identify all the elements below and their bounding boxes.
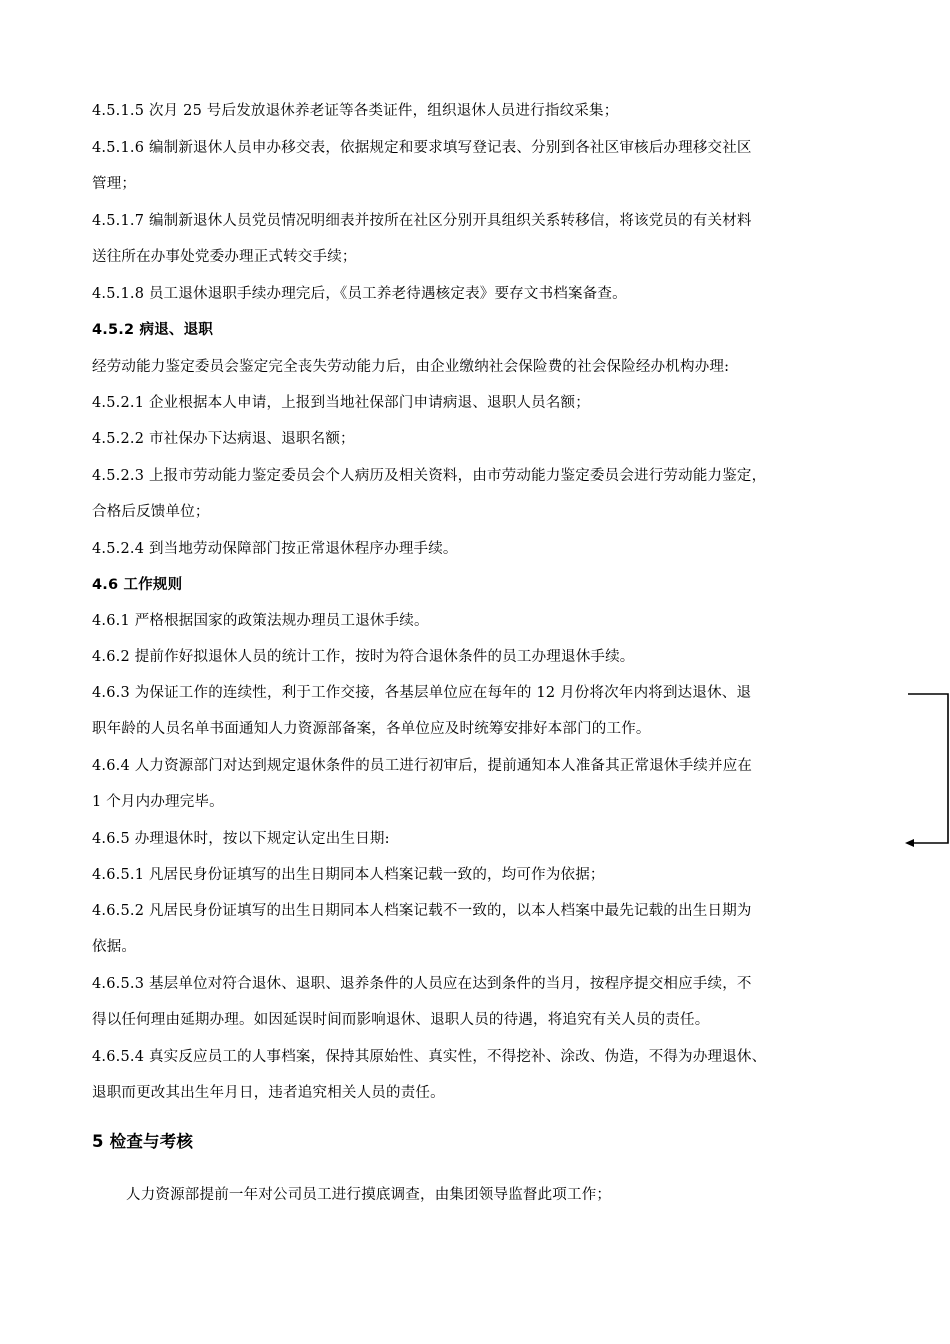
paragraph-4-5-2-3-cont: 合格后反馈单位； — [92, 504, 210, 520]
paragraph-4-6-5-1: 4.6.5.1 凡居民身份证填写的出生日期同本人档案记载一致的，均可作为依据； — [92, 867, 605, 883]
paragraph-4-5-2-2: 4.5.2.2 市社保办下达病退、退职名额； — [92, 431, 355, 447]
paragraph-4-6-4-cont: 1 个月内办理完毕。 — [92, 794, 224, 810]
section-heading-4-5-2: 4.5.2 病退、退职 — [92, 322, 214, 338]
section-heading-4-6: 4.6 工作规则 — [92, 577, 183, 593]
paragraph-4-5-2-intro: 经劳动能力鉴定委员会鉴定完全丧失劳动能力后，由企业缴纳社会保险费的社会保险经办机构办理: — [92, 359, 730, 375]
chapter-heading-5: 5 检查与考核 — [92, 1132, 194, 1151]
arrow-left-icon — [905, 839, 914, 847]
paragraph-4-6-5: 4.6.5 办理退休时，按以下规定认定出生日期: — [92, 831, 390, 847]
paragraph-4-6-5-2: 4.6.5.2 凡居民身份证填写的出生日期同本人档案记载不一致的，以本人档案中最先记载的出生日期为 — [92, 903, 752, 919]
bracket-arrow-annotation — [900, 690, 950, 850]
paragraph-4-5-1-6-cont: 管理； — [92, 176, 137, 192]
paragraph-4-6-5-3: 4.6.5.3 基层单位对符合退休、退职、退养条件的人员应在达到条件的当月，按程序提交相应手续，不 — [92, 976, 752, 992]
bracket-line — [908, 694, 948, 843]
paragraph-4-6-3: 4.6.3 为保证工作的连续性，利于工作交接，各基层单位应在每年的 12 月份将次年内将到达退休、退 — [92, 685, 752, 701]
paragraph-4-5-1-7: 4.5.1.7 编制新退休人员党员情况明细表并按所在社区分别开具组织关系转移信，将该党员的有关材料 — [92, 213, 752, 229]
paragraph-4-5-2-1: 4.5.2.1 企业根据本人申请，上报到当地社保部门申请病退、退职人员名额； — [92, 395, 590, 411]
paragraph-4-6-5-4: 4.6.5.4 真实反应员工的人事档案，保持其原始性、真实性，不得挖补、涂改、伪造，不得为办理退休、 — [92, 1049, 767, 1065]
paragraph-4-6-5-3-cont: 得以任何理由延期办理。如因延误时间而影响退休、退职人员的待遇，将追究有关人员的责任。 — [92, 1012, 710, 1028]
paragraph-4-6-2: 4.6.2 提前作好拟退休人员的统计工作，按时为符合退休条件的员工办理退休手续。 — [92, 649, 635, 665]
paragraph-4-5-1-8: 4.5.1.8 员工退休退职手续办理完后，《员工养老待遇核定表》要存文书档案备查。 — [92, 286, 627, 302]
paragraph-4-5-2-3: 4.5.2.3 上报市劳动能力鉴定委员会个人病历及相关资料，由市劳动能力鉴定委员会进行劳动能力鉴定， — [92, 468, 767, 484]
paragraph-4-6-4: 4.6.4 人力资源部门对达到规定退休条件的员工进行初审后，提前通知本人准备其正常退休手续并应在 — [92, 758, 753, 774]
paragraph-4-5-1-6: 4.5.1.6 编制新退休人员申办移交表，依据规定和要求填写登记表、分别到各社区审核后办理移交社区 — [92, 140, 752, 156]
paragraph-4-6-3-cont: 职年龄的人员名单书面通知人力资源部备案，各单位应及时统筹安排好本部门的工作。 — [92, 721, 651, 737]
paragraph-4-5-1-5: 4.5.1.5 次月 25 号后发放退休养老证等各类证件，组织退休人员进行指纹采集； — [92, 103, 619, 119]
paragraph-4-6-5-2-cont: 依据。 — [92, 939, 137, 955]
paragraph-4-6-5-4-cont: 退职而更改其出生年月日，违者追究相关人员的责任。 — [92, 1085, 445, 1101]
paragraph-5-body: 人力资源部提前一年对公司员工进行摸底调查，由集团领导监督此项工作； — [126, 1187, 612, 1203]
paragraph-4-5-1-7-cont: 送往所在办事处党委办理正式转交手续； — [92, 249, 357, 265]
paragraph-4-6-1: 4.6.1 严格根据国家的政策法规办理员工退休手续。 — [92, 613, 429, 629]
paragraph-4-5-2-4: 4.5.2.4 到当地劳动保障部门按正常退休程序办理手续。 — [92, 541, 458, 557]
